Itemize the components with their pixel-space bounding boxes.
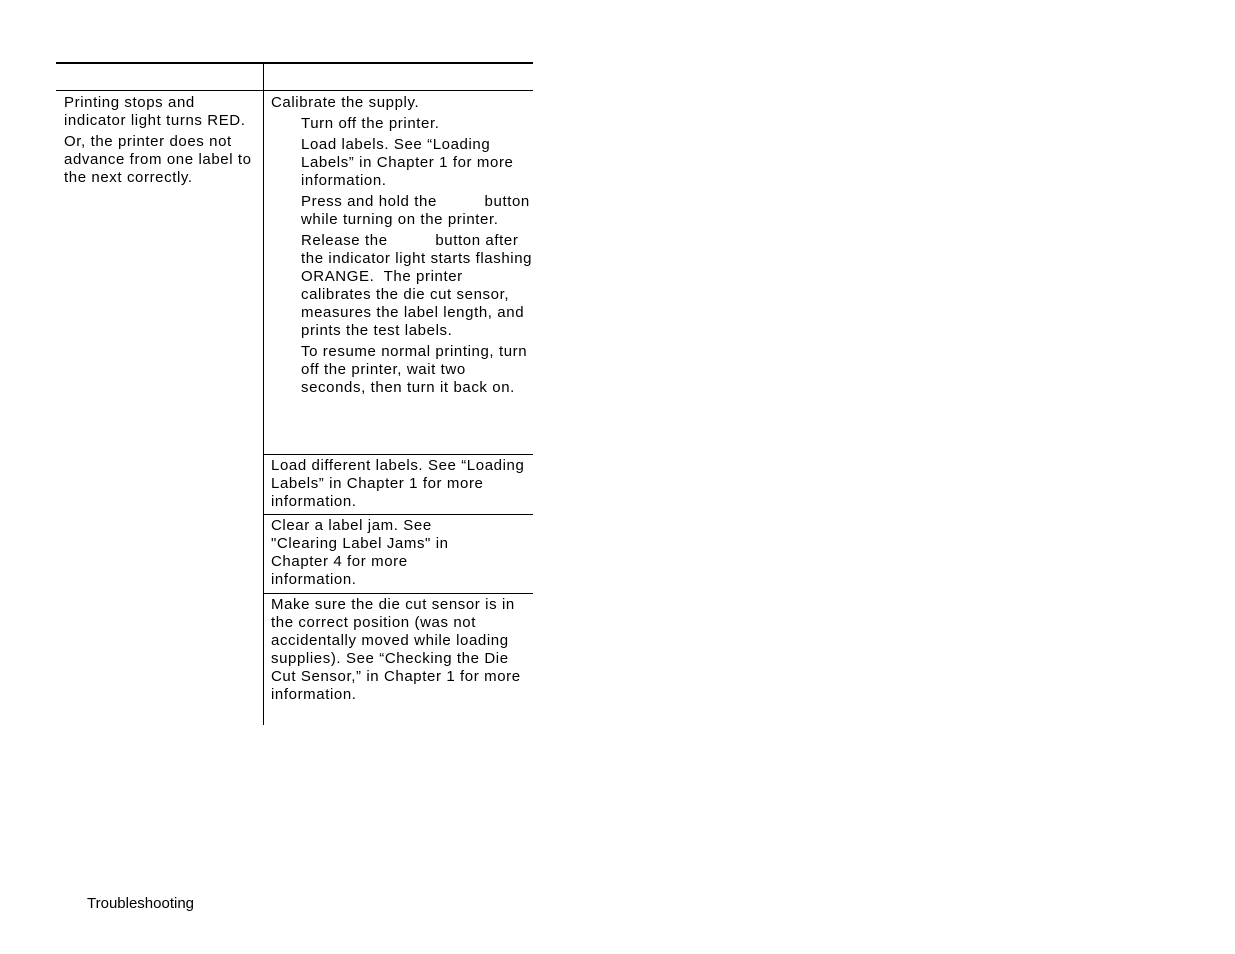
calibrate-steps	[271, 115, 537, 397]
problem-text-2: Or, the printer does not advance from one label to the next correctly.	[64, 133, 252, 186]
problem-text-1: Printing stops and indicator light turns RED.	[64, 94, 246, 129]
clear-jam-text: Clear a label jam. See "Clearing Label Jams" in Chapter 4 for more information.	[271, 517, 449, 588]
load-different-text: Load different labels. See “Loading Labels” in Chapter 1 for more information.	[271, 457, 525, 510]
calibrate-title: Calibrate the supply.	[271, 94, 420, 111]
problem-cell	[64, 94, 259, 187]
action-calibrate-cell	[264, 91, 537, 454]
header-column-divider	[263, 64, 264, 90]
action-die-cut-cell	[264, 593, 533, 725]
die-cut-text: Make sure the die cut sensor is in the correct position (was not accidentally moved while loading supplies). See “Checking the Die Cut Sensor,” in Chapter 1 for more information.	[271, 596, 521, 703]
action-clear-jam-cell	[264, 514, 533, 593]
calibrate-step-3: Press and hold the button while turning on the printer.	[301, 193, 535, 228]
calibrate-step-4: Release the button after the indicator light starts flashing ORANGE. The printer calibrates the die cut sensor, measures the label length, and prints the test labels.	[301, 232, 537, 339]
calibrate-step-5: To resume normal printing, turn off the printer, wait two seconds, then turn it back on.	[301, 343, 528, 396]
calibrate-step-1: Turn off the printer.	[301, 115, 440, 132]
table-header-row	[56, 64, 533, 91]
calibrate-step-2: Load labels. See “Loading Labels” in Chapter 1 for more information.	[301, 136, 514, 189]
action-load-different-cell	[264, 454, 533, 514]
page-footer-section-label: Troubleshooting	[87, 895, 195, 912]
